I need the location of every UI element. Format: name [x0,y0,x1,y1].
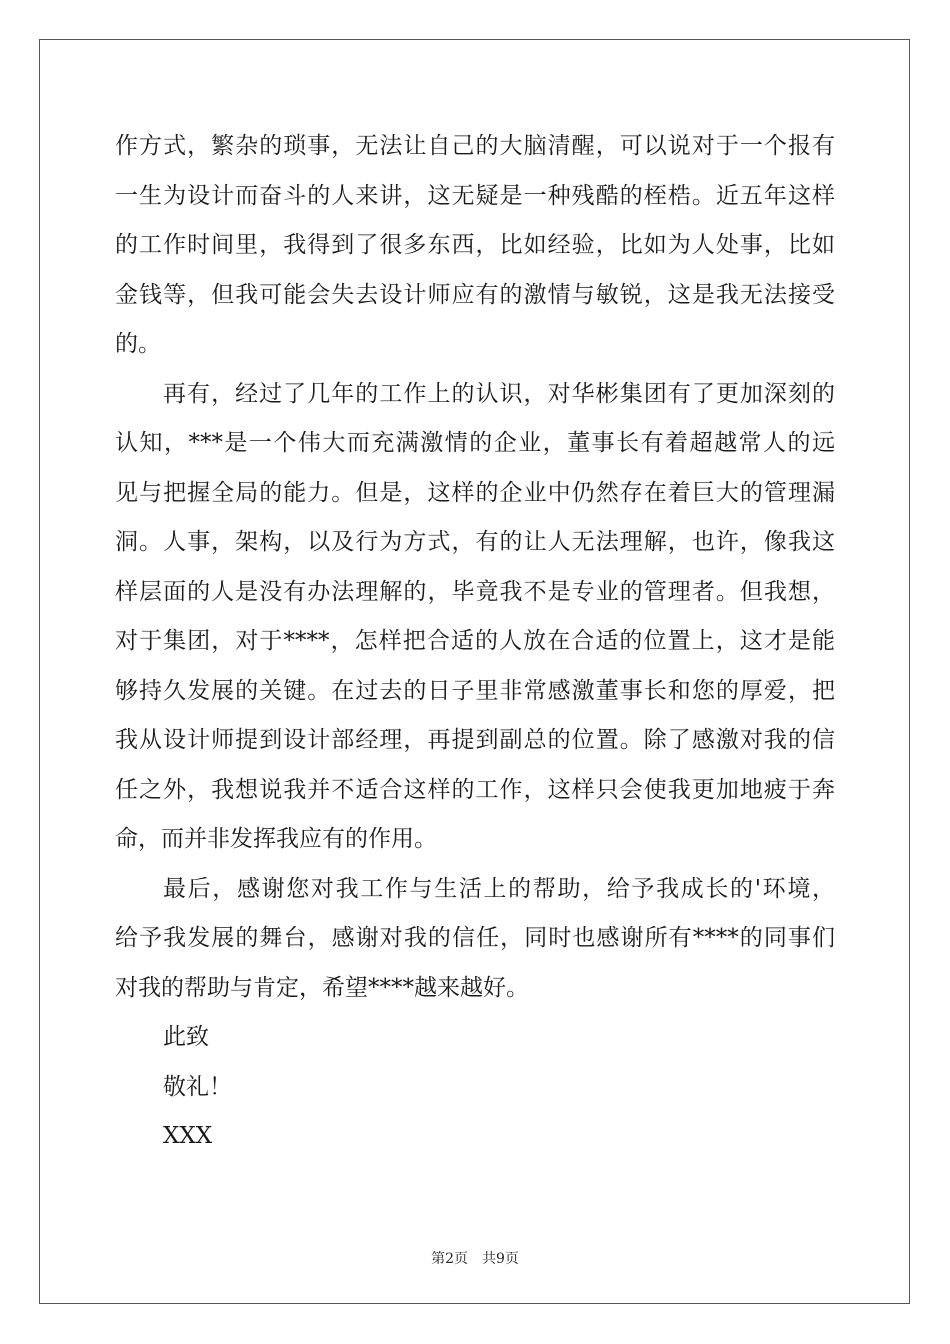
text-line: 再有，经过了几年的工作上的认识，对华彬集团有了更加深刻的 [163,380,835,407]
salutation-regards: 敬礼！ [163,1073,232,1100]
page-number-current: 第2页 [431,1251,468,1267]
text-line: 作方式，繁杂的琐事，无法让自己的大脑清醒，可以说对于一个报有 [115,133,835,159]
text-line: 认知，***是一个伟大而充满激情的企业，董事长有着超越常人的远 [115,430,835,456]
salutation-line: 此致 [163,1024,209,1050]
text-line: 对于集团，对于****，怎样把合适的人放在合适的位置上，这才是能 [115,628,835,654]
text-line: 金钱等，但我可能会失去设计师应有的激情与敏锐，这是我无法接受 [115,281,835,308]
text-line: 的。 [115,331,161,357]
text-line: 最后，感谢您对我工作与生活上的帮助，给予我成长的'环境， [163,875,835,902]
text-line: 见与把握全局的能力。但是，这样的企业中仍然存在着巨大的管理漏 [115,479,835,506]
text-line: 给予我发展的舞台，感谢对我的信任，同时也感谢所有****的同事们 [115,925,835,951]
text-line: 洞。人事，架构，以及行为方式，有的让人无法理解，也许，像我这 [115,529,835,555]
text-line: 命，而并非发挥我应有的作用。 [115,826,437,852]
signature: XXX [163,1123,213,1149]
page-number-total: 共9页 [482,1251,519,1267]
page-footer [0,1248,950,1268]
text-line: 样层面的人是没有办法理解的，毕竟我不是专业的管理者。但我想， [115,578,835,605]
text-line: 够持久发展的关键。在过去的日子里非常感激董事长和您的厚爱，把 [115,677,835,704]
paragraph-3 [115,865,835,1014]
text-line: 任之外，我想说我并不适合这样的工作，这样只会使我更加地疲于奔 [115,776,835,803]
letter-body [115,122,835,1162]
text-line: 我从设计师提到设计部经理，再提到副总的位置。除了感激对我的信 [115,727,835,753]
text-line: 对我的帮助与肯定，希望****越来越好。 [115,974,529,1001]
paragraph-1 [115,122,835,370]
paragraph-2 [115,370,835,865]
text-line: 一生为设计而奋斗的人来讲，这无疑是一种残酷的桎梏。近五年这样 [115,182,835,209]
text-line: 的工作时间里，我得到了很多东西，比如经验，比如为人处事，比如 [115,232,835,258]
